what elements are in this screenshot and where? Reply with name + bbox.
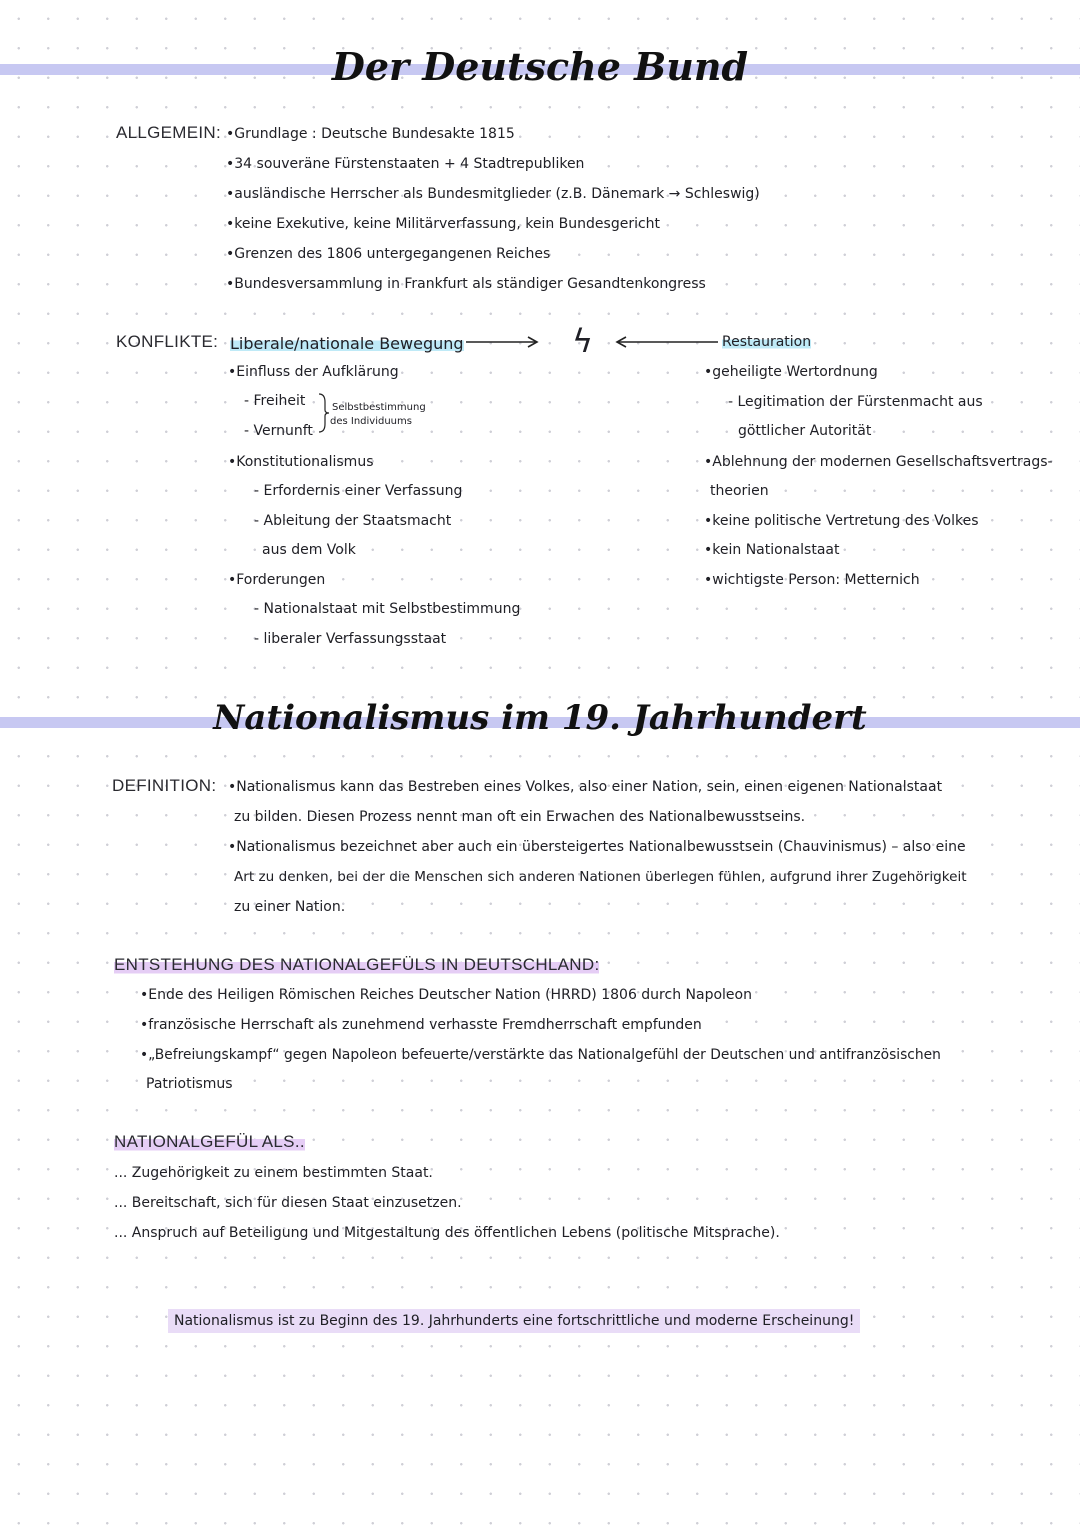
left-point: •Forderungen [228, 572, 326, 588]
conclusion-callout: Nationalismus ist zu Beginn des 19. Jahrhunderts eine fortschrittliche und moderne Erscheinung! [168, 1309, 860, 1333]
right-point: •keine politische Vertretung des Volkes [704, 513, 979, 529]
left-subpoint: - Nationalstaat mit Selbstbestimmung [254, 601, 521, 617]
right-point: •geheiligte Wertordnung [704, 364, 878, 380]
allgemein-item: •Grundlage : Deutsche Bundesakte 1815 [226, 126, 515, 142]
left-subpoint: - Ableitung der Staatsmacht [254, 513, 452, 529]
entstehung-label: ENTSTEHUNG DES NATIONALGEFÜLS IN DEUTSCHLAND: [114, 955, 600, 974]
allgemein-item: •Grenzen des 1806 untergegangenen Reiches [226, 246, 551, 262]
left-subpoint: - liberaler Verfassungsstaat [254, 631, 447, 647]
restauration-heading: Restauration [722, 334, 812, 350]
brace-icon [316, 392, 330, 434]
definition-line: zu einer Nation. [234, 899, 346, 915]
nationalgefuehl-label: NATIONALGEFÜL ALS.. [114, 1132, 305, 1151]
left-point: •Konstitutionalismus [228, 454, 374, 470]
entstehung-line: Patriotismus [146, 1076, 233, 1092]
nationalgefuehl-line: ... Zugehörigkeit zu einem bestimmten Staat. [114, 1165, 433, 1181]
allgemein-item: •keine Exekutive, keine Militärverfassung, kein Bundesgericht [226, 216, 661, 232]
allgemein-item: •Bundesversammlung in Frankfurt als ständiger Gesandtenkongress [226, 276, 706, 292]
page-title: Der Deutsche Bund [331, 44, 749, 89]
left-subpoint: - Erfordernis einer Verfassung [254, 483, 463, 499]
right-subpoint: göttlicher Autorität [738, 423, 872, 439]
right-subpoint: - Legitimation der Fürstenmacht aus [728, 394, 983, 410]
brace-note: Selbstbestimmung [332, 402, 426, 413]
definition-line: •Nationalismus bezeichnet aber auch ein übersteigertes Nationalbewusstsein (Chauvinismus) – also eine [228, 839, 966, 855]
definition-line: zu bilden. Diesen Prozess nennt man oft ein Erwachen des Nationalbewusstseins. [234, 809, 806, 825]
right-point: •wichtigste Person: Metternich [704, 572, 920, 588]
left-subpoint: aus dem Volk [262, 542, 356, 558]
right-point: •Ablehnung der modernen Gesellschaftsvertrags- [704, 454, 1053, 470]
arrow-left-icon [612, 334, 722, 350]
left-point: •Einfluss der Aufklärung [228, 364, 399, 380]
arrow-right-icon [464, 334, 544, 350]
right-point: theorien [710, 483, 769, 499]
left-subpoint: - Freiheit [244, 393, 306, 409]
nationalgefuehl-line: ... Anspruch auf Beteiligung und Mitgestaltung des öffentlichen Lebens (politische Mitsprache). [114, 1225, 780, 1241]
entstehung-line: •Ende des Heiligen Römischen Reiches Deutscher Nation (HRRD) 1806 durch Napoleon [140, 987, 752, 1003]
entstehung-line: •französische Herrschaft als zunehmend verhasste Fremdherrschaft empfunden [140, 1017, 702, 1033]
definition-label: DEFINITION: [112, 776, 217, 795]
konflikte-label: KONFLIKTE: [116, 332, 219, 351]
lightning-icon: ϟ [572, 322, 594, 360]
entstehung-line: •„Befreiungskampf“ gegen Napoleon befeuerte/verstärkte das Nationalgefühl der Deutschen und antifranzösischen [140, 1047, 941, 1063]
definition-line: •Nationalismus kann das Bestreben eines Volkes, also einer Nation, sein, einen eigenen Nationalstaat [228, 779, 943, 795]
section-title: Nationalismus im 19. Jahrhundert [213, 698, 867, 738]
left-subpoint: - Vernunft [244, 423, 313, 439]
allgemein-label: ALLGEMEIN: [116, 123, 222, 142]
right-point: •kein Nationalstaat [704, 542, 840, 558]
brace-note: des Individuums [330, 416, 412, 427]
liberal-heading: Liberale/nationale Bewegung [230, 334, 464, 353]
allgemein-item: •ausländische Herrscher als Bundesmitglieder (z.B. Dänemark → Schleswig) [226, 186, 760, 202]
definition-line: Art zu denken, bei der die Menschen sich anderen Nationen überlegen fühlen, aufgrund ihrer Zugehörigkeit [234, 869, 967, 885]
allgemein-item: •34 souveräne Fürstenstaaten + 4 Stadtrepubliken [226, 156, 585, 172]
nationalgefuehl-line: ... Bereitschaft, sich für diesen Staat einzusetzen. [114, 1195, 462, 1211]
